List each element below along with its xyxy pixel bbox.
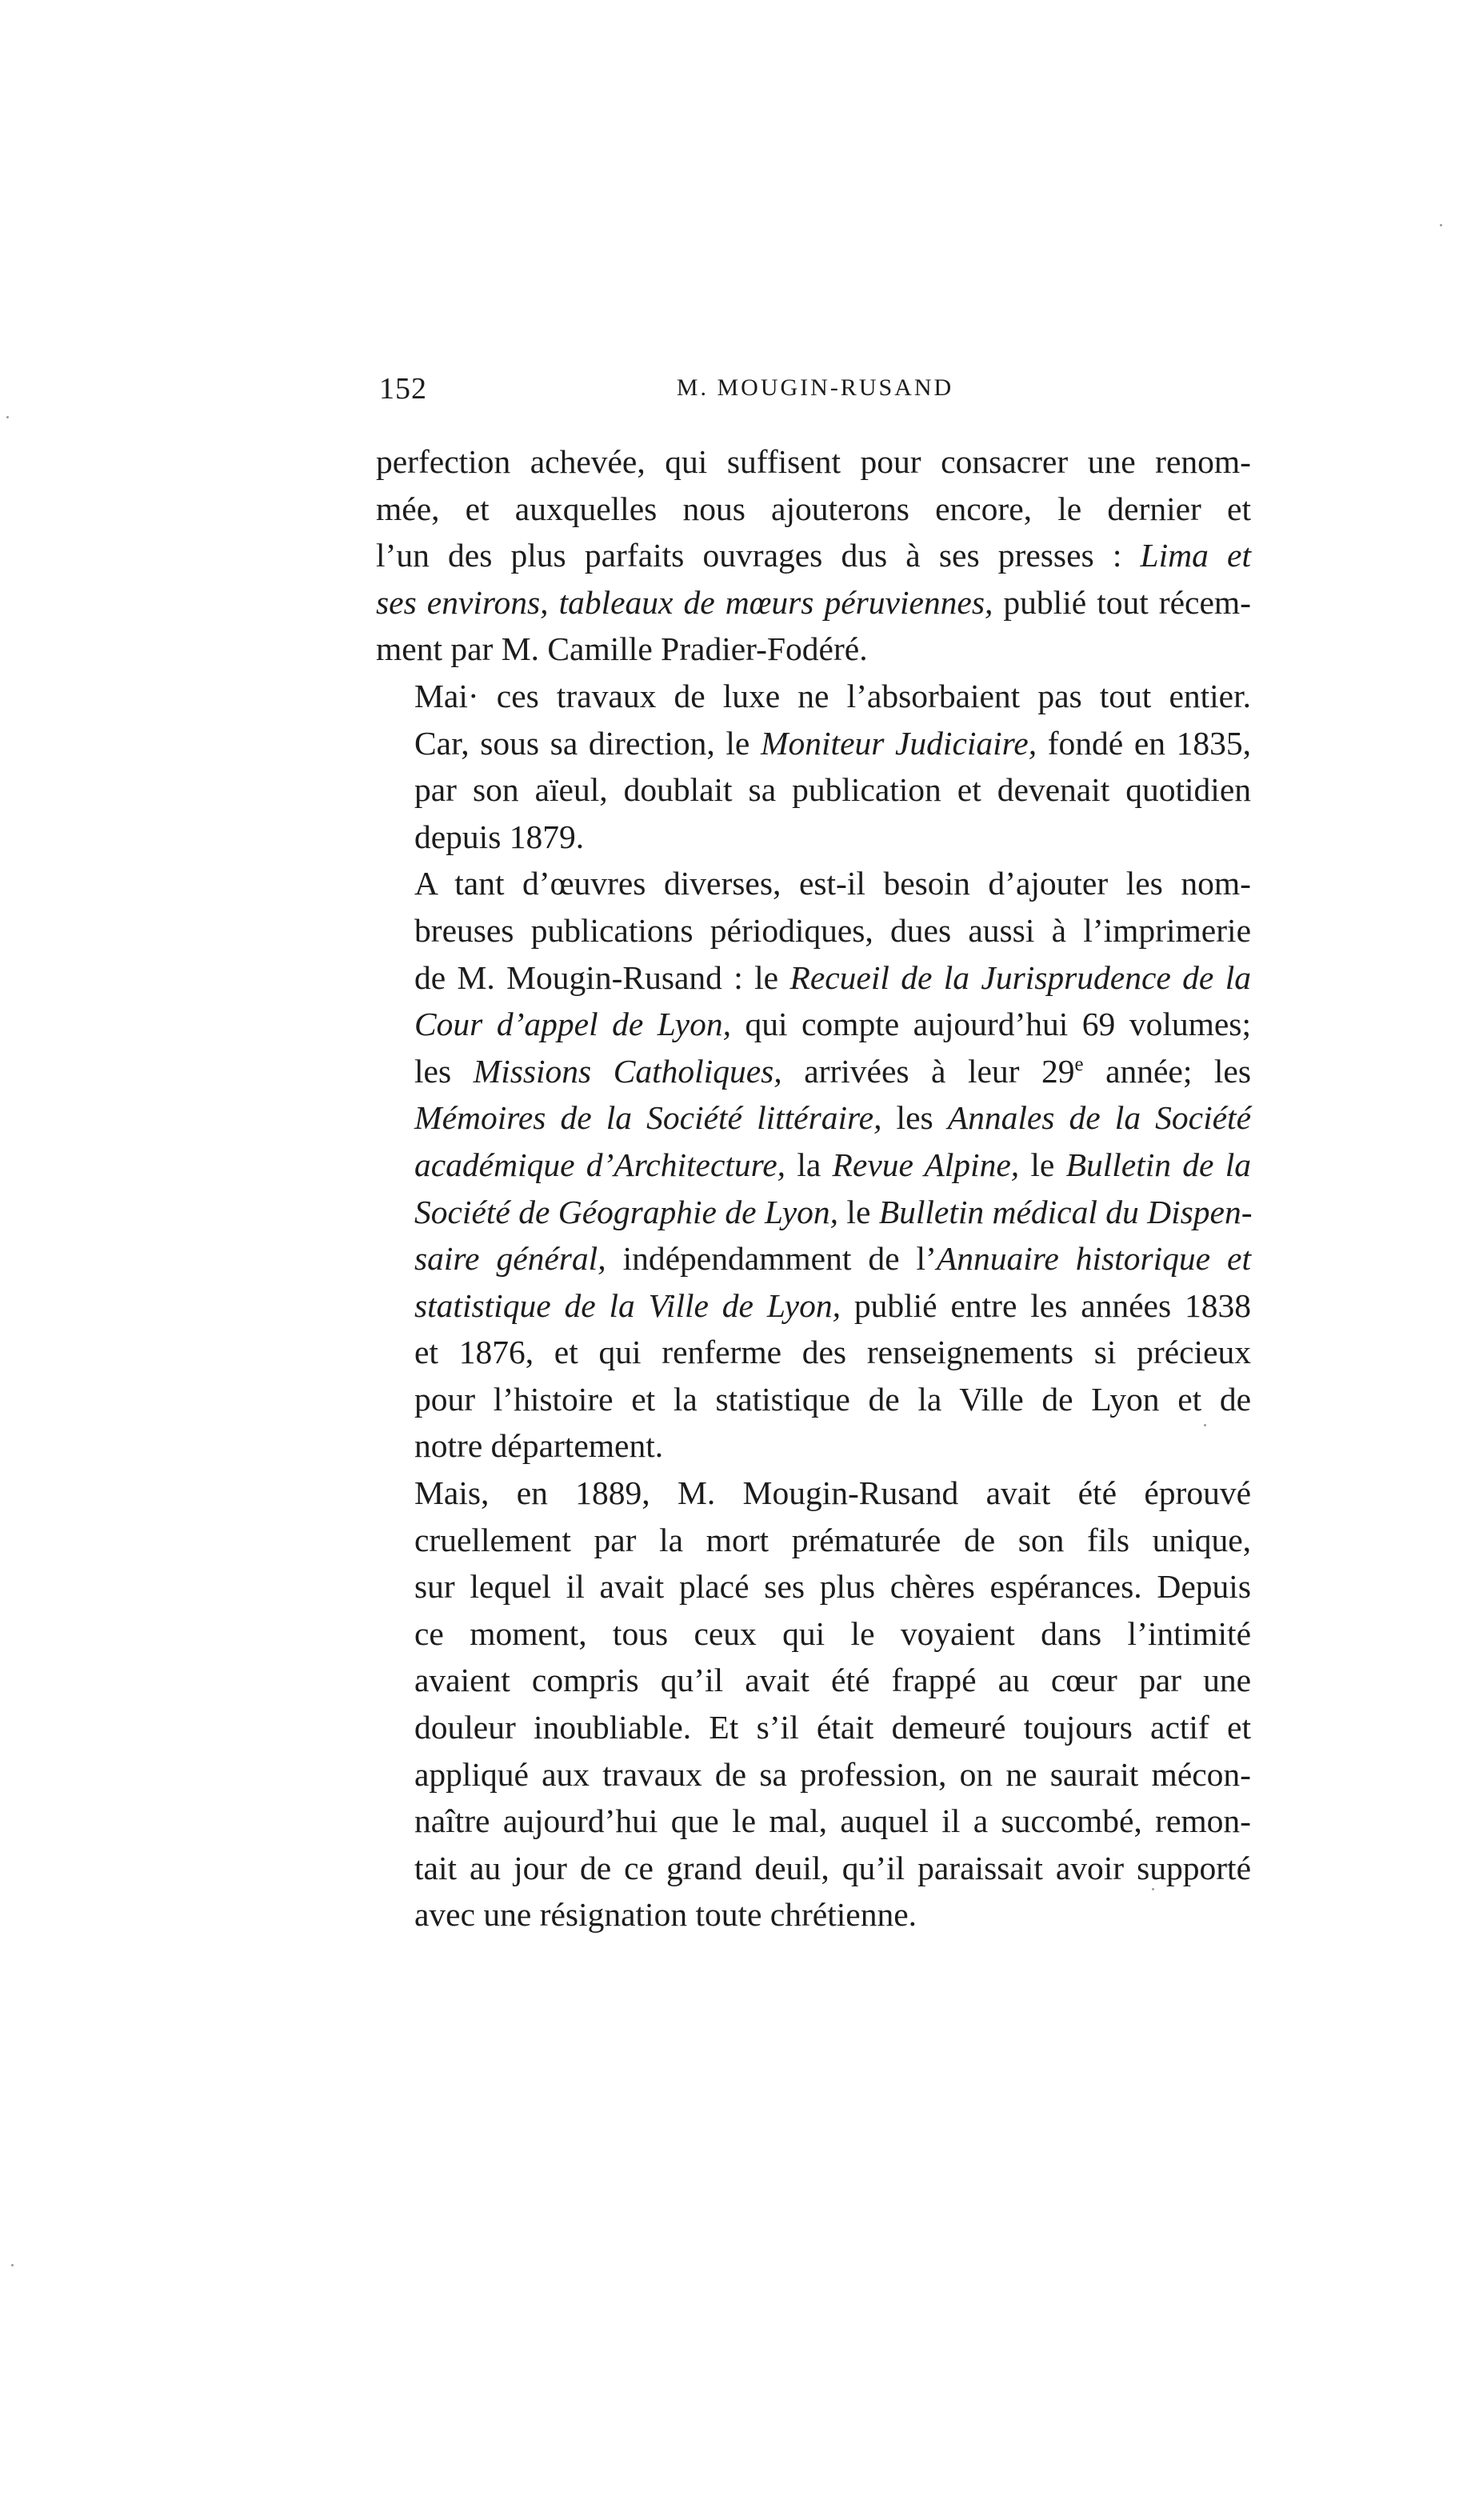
text-run: par son aïeul, doublait sa publication et devenait quotidien bbox=[414, 771, 1251, 809]
text-line bbox=[376, 1610, 1251, 1658]
text-run: le bbox=[1019, 1146, 1066, 1183]
text-line bbox=[376, 1891, 1251, 1938]
text-run: breuses publications périodiques, dues aussi à l’imprimerie bbox=[414, 911, 1251, 949]
text-line bbox=[376, 907, 1251, 954]
text-run: publié entre les années 1838 bbox=[840, 1286, 1251, 1324]
text-run: ment par M. Camille Pradier-Fodéré. bbox=[376, 630, 868, 668]
text-line bbox=[376, 1470, 1251, 1517]
paragraph bbox=[376, 860, 1251, 1470]
body-text bbox=[376, 438, 1251, 1938]
text-line bbox=[376, 1235, 1251, 1282]
text-run: perfection achevée, qui suffisent pour consacrer une renom- bbox=[376, 443, 1251, 480]
text-run: année; les bbox=[1083, 1052, 1251, 1090]
text-line bbox=[376, 1376, 1251, 1423]
italic-title: Lima et bbox=[1140, 537, 1252, 574]
italic-title: Société de Géographie de Lyon, bbox=[414, 1193, 839, 1230]
italic-title: académique d’Architecture, bbox=[414, 1146, 786, 1183]
italic-title: Bulletin médical du Dispen- bbox=[878, 1193, 1253, 1230]
text-run: les bbox=[881, 1099, 948, 1137]
italic-title: Annales de la Société bbox=[947, 1099, 1251, 1137]
italic-title: Cour d’appel de Lyon, bbox=[414, 1006, 731, 1043]
text-line bbox=[376, 486, 1251, 533]
text-line bbox=[376, 1189, 1251, 1236]
italic-title: Bulletin de la bbox=[1065, 1146, 1251, 1183]
text-run: arrivées à leur 29 bbox=[781, 1052, 1075, 1090]
text-line bbox=[376, 814, 1251, 861]
scan-speck bbox=[1440, 224, 1442, 226]
text-run: qui compte aujourd’hui 69 volumes; bbox=[730, 1006, 1251, 1043]
text-line bbox=[376, 1422, 1251, 1470]
text-line bbox=[376, 626, 1251, 673]
ordinal-superscript: e bbox=[1074, 1053, 1084, 1075]
scan-speck bbox=[1204, 1424, 1206, 1426]
text-run: naître aujourd’hui que le mal, auquel il a succombé, remon- bbox=[414, 1802, 1251, 1840]
running-title: M. MOUGIN-RUSAND bbox=[676, 374, 954, 401]
text-line bbox=[376, 673, 1251, 720]
text-line bbox=[376, 1704, 1251, 1751]
text-run: les bbox=[414, 1052, 474, 1090]
text-run: cruellement par la mort prématurée de son fils unique, bbox=[414, 1521, 1251, 1558]
text-run: et 1876, et qui renferme des renseignements si précieux bbox=[414, 1334, 1251, 1371]
text-run: tait au jour de ce grand deuil, qu’il paraissait avoir supporté bbox=[414, 1849, 1251, 1886]
text-line bbox=[376, 1845, 1251, 1892]
text-line bbox=[376, 1142, 1251, 1189]
text-line bbox=[376, 1282, 1251, 1330]
text-run: ce moment, tous ceux qui le voyaient dans l’intimité bbox=[414, 1614, 1251, 1652]
text-line bbox=[376, 720, 1251, 767]
text-run: l’un des plus parfaits ouvrages dus à ses presses : bbox=[376, 537, 1141, 574]
running-head bbox=[379, 371, 1251, 416]
text-run: la bbox=[785, 1146, 833, 1183]
text-line bbox=[376, 954, 1251, 1002]
italic-title: Annuaire historique et bbox=[936, 1240, 1251, 1278]
text-line bbox=[376, 1751, 1251, 1798]
page-number: 152 bbox=[379, 372, 427, 406]
text-line bbox=[376, 1517, 1251, 1564]
text-run: avaient compris qu’il avait été frappé au cœur par une bbox=[414, 1662, 1251, 1699]
text-line bbox=[376, 860, 1251, 907]
text-run: mée, et auxquelles nous ajouterons encore, le dernier et bbox=[376, 490, 1251, 527]
italic-title: Recueil de la Jurisprudence de la bbox=[789, 958, 1251, 996]
text-run: le bbox=[838, 1193, 879, 1230]
scan-speck bbox=[1152, 1888, 1154, 1890]
text-run: notre département. bbox=[414, 1427, 664, 1465]
scan-speck bbox=[6, 416, 9, 418]
text-line bbox=[376, 1798, 1251, 1845]
text-run: depuis 1879. bbox=[414, 818, 585, 855]
paragraph bbox=[376, 673, 1251, 860]
paragraph bbox=[376, 438, 1251, 673]
text-line bbox=[376, 579, 1251, 626]
text-run: douleur inoubliable. Et s’il était demeuré toujours actif et bbox=[414, 1709, 1251, 1746]
text-line bbox=[376, 1657, 1251, 1704]
italic-title: Revue Alpine, bbox=[832, 1146, 1020, 1183]
scan-speck bbox=[11, 2264, 14, 2266]
italic-title: saire général, bbox=[414, 1240, 606, 1278]
text-line bbox=[376, 532, 1251, 579]
text-run: A tant d’œuvres diverses, est-il besoin d’ajouter les nom- bbox=[414, 865, 1251, 902]
text-run: indépendamment de l’ bbox=[606, 1240, 937, 1278]
paragraph bbox=[376, 1470, 1251, 1938]
text-run: pour l’histoire et la statistique de la Ville de Lyon et de bbox=[414, 1380, 1251, 1418]
italic-title: ses environs, tableaux de mœurs péruviennes, bbox=[376, 583, 993, 621]
text-line bbox=[376, 1001, 1251, 1048]
text-run: de M. Mougin-Rusand : le bbox=[414, 958, 790, 996]
text-run: sur lequel il avait placé ses plus chères espérances. Depuis bbox=[414, 1568, 1251, 1606]
text-line bbox=[376, 1329, 1251, 1376]
text-run: publié tout récem- bbox=[993, 583, 1251, 621]
text-run: fondé en 1835, bbox=[1037, 724, 1251, 762]
italic-title: Moniteur Judiciaire, bbox=[760, 724, 1037, 762]
italic-title: Mémoires de la Société littéraire, bbox=[414, 1099, 882, 1137]
text-line bbox=[376, 1094, 1251, 1142]
text-run: avec une résignation toute chrétienne. bbox=[414, 1896, 917, 1934]
text-line bbox=[376, 438, 1251, 486]
text-run: Mais, en 1889, M. Mougin-Rusand avait été éprouvé bbox=[414, 1474, 1251, 1512]
text-line bbox=[376, 1563, 1251, 1610]
italic-title: Missions Catholiques, bbox=[473, 1052, 782, 1090]
text-line bbox=[376, 766, 1251, 814]
text-run: appliqué aux travaux de sa profession, on ne saurait mécon- bbox=[414, 1755, 1251, 1793]
text-line bbox=[376, 1048, 1251, 1095]
text-run: Mai· ces travaux de luxe ne l’absorbaient pas tout entier. bbox=[414, 677, 1251, 714]
text-run: Car, sous sa direction, le bbox=[414, 724, 761, 762]
italic-title: statistique de la Ville de Lyon, bbox=[414, 1286, 841, 1324]
